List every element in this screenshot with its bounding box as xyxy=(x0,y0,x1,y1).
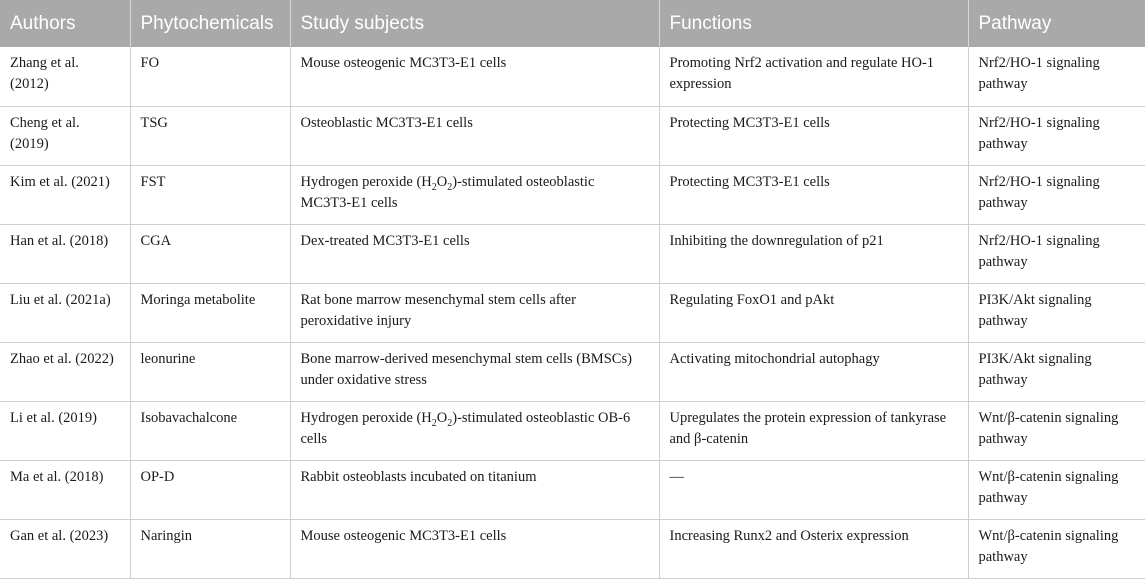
header-study-subjects: Study subjects xyxy=(290,0,659,47)
table-row xyxy=(0,342,1145,401)
table-row xyxy=(0,401,1145,460)
cell-functions: Regulating FoxO1 and pAkt xyxy=(659,283,968,342)
header-authors: Authors xyxy=(0,0,130,47)
cell-functions: Inhibiting the downregulation of p21 xyxy=(659,224,968,283)
cell-phytochemical: Naringin xyxy=(130,519,290,578)
cell-pathway: Nrf2/HO-1 signaling pathway xyxy=(968,165,1145,224)
cell-phytochemical: FO xyxy=(130,47,290,106)
cell-phytochemical: TSG xyxy=(130,106,290,165)
header-phytochemicals: Phytochemicals xyxy=(130,0,290,47)
cell-study-subjects xyxy=(290,401,659,460)
cell-functions: — xyxy=(659,460,968,519)
subscript: 2 xyxy=(431,417,437,429)
header-functions: Functions xyxy=(659,0,968,47)
cell-phytochemical: FST xyxy=(130,165,290,224)
cell-authors: Liu et al. (2021a) xyxy=(0,283,130,342)
subscript: 2 xyxy=(447,417,453,429)
cell-phytochemical: leonurine xyxy=(130,342,290,401)
cell-functions: Promoting Nrf2 activation and regulate HO-1 expression xyxy=(659,47,968,106)
table-row xyxy=(0,224,1145,283)
cell-pathway: Wnt/β-catenin signaling pathway xyxy=(968,460,1145,519)
cell-functions: Increasing Runx2 and Osterix expression xyxy=(659,519,968,578)
table-row xyxy=(0,165,1145,224)
cell-pathway: PI3K/Akt signaling pathway xyxy=(968,283,1145,342)
cell-study-subjects: Rat bone marrow mesenchymal stem cells after peroxidative injury xyxy=(290,283,659,342)
header-pathway: Pathway xyxy=(968,0,1145,47)
subjects-text-post: )-stimulated osteoblastic OB-6 cells xyxy=(300,409,631,447)
cell-pathway: Wnt/β-catenin signaling pathway xyxy=(968,401,1145,460)
cell-phytochemical: CGA xyxy=(130,224,290,283)
cell-authors: Ma et al. (2018) xyxy=(0,460,130,519)
cell-authors: Gan et al. (2023) xyxy=(0,519,130,578)
cell-functions: Activating mitochondrial autophagy xyxy=(659,342,968,401)
cell-authors: Zhang et al. (2012) xyxy=(0,47,130,106)
cell-study-subjects: Osteoblastic MC3T3-E1 cells xyxy=(290,106,659,165)
cell-functions: Protecting MC3T3-E1 cells xyxy=(659,165,968,224)
cell-phytochemical: Isobavachalcone xyxy=(130,401,290,460)
subscript: 2 xyxy=(431,181,437,193)
cell-authors: Zhao et al. (2022) xyxy=(0,342,130,401)
cell-authors: Han et al. (2018) xyxy=(0,224,130,283)
cell-pathway: Nrf2/HO-1 signaling pathway xyxy=(968,106,1145,165)
cell-study-subjects xyxy=(290,165,659,224)
table-row xyxy=(0,460,1145,519)
table-row xyxy=(0,283,1145,342)
table-row xyxy=(0,519,1145,578)
table-row xyxy=(0,47,1145,106)
cell-study-subjects: Bone marrow-derived mesenchymal stem cells (BMSCs) under oxidative stress xyxy=(290,342,659,401)
table-row xyxy=(0,106,1145,165)
cell-authors: Kim et al. (2021) xyxy=(0,165,130,224)
cell-phytochemical: OP-D xyxy=(130,460,290,519)
subjects-text-mid: O xyxy=(436,409,448,426)
cell-functions: Protecting MC3T3-E1 cells xyxy=(659,106,968,165)
subjects-text-mid: O xyxy=(436,173,448,190)
cell-pathway: Nrf2/HO-1 signaling pathway xyxy=(978,55,1100,92)
cell-authors: Cheng et al. (2019) xyxy=(0,106,130,165)
cell-functions: Upregulates the protein expression of tankyrase and β-catenin xyxy=(659,401,968,460)
cell-pathway: Nrf2/HO-1 signaling pathway xyxy=(968,224,1145,283)
cell-pathway: Wnt/β-catenin signaling pathway xyxy=(968,519,1145,578)
cell-authors: Li et al. (2019) xyxy=(0,401,130,460)
header-row xyxy=(0,0,1145,47)
cell-study-subjects: Mouse osteogenic MC3T3-E1 cells xyxy=(290,519,659,578)
cell-study-subjects: Mouse osteogenic MC3T3-E1 cells xyxy=(290,47,659,106)
subscript: 2 xyxy=(447,181,453,193)
subjects-text-post: )-stimulated osteoblastic MC3T3-E1 cells xyxy=(300,173,595,211)
subjects-text-pre: Hydrogen peroxide (H xyxy=(300,173,432,190)
cell-study-subjects: Dex-treated MC3T3-E1 cells xyxy=(290,224,659,283)
cell-study-subjects: Rabbit osteoblasts incubated on titanium xyxy=(290,460,659,519)
cell-phytochemical: Moringa metabolite xyxy=(130,283,290,342)
cell-pathway: PI3K/Akt signaling pathway xyxy=(968,342,1145,401)
subjects-text-pre: Hydrogen peroxide (H xyxy=(300,409,432,426)
